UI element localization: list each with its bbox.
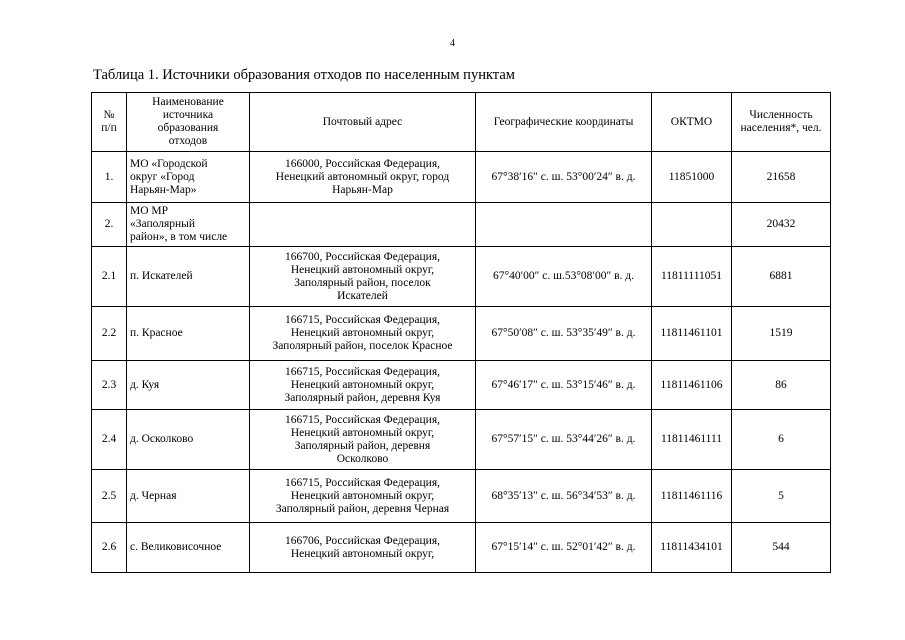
cell-line: Ненецкий автономный округ, (290, 426, 435, 439)
cell-line: Ненецкий автономный округ, (290, 489, 435, 502)
header-address: Почтовый адрес (250, 93, 476, 152)
table-row (92, 361, 831, 410)
header-line: Численность (749, 109, 813, 121)
cell-line: Заполярный район, деревня Куя (284, 391, 441, 404)
cell-name: д. Черная (127, 470, 250, 523)
cell-line: Нарьян-Мар (332, 183, 393, 196)
header-line: источника (162, 109, 214, 121)
table-row (92, 523, 831, 573)
cell-line: 166715, Российская Федерация, (284, 365, 441, 378)
cell-oktmo (652, 203, 732, 247)
cell-line: Ненецкий автономный округ, (290, 378, 435, 391)
cell-line: МО МР (130, 205, 169, 217)
cell-num: 2.4 (92, 410, 127, 470)
cell-name: д. Куя (127, 361, 250, 410)
cell-address (250, 247, 476, 307)
cell-oktmo: 11851000 (652, 152, 732, 203)
header-oktmo: ОКТМО (652, 93, 732, 152)
cell-address (250, 470, 476, 523)
cell-num: 2.2 (92, 307, 127, 361)
page-number: 4 (450, 38, 455, 49)
cell-line: район», в том числе (130, 231, 228, 243)
cell-coords: 68°35′13″ с. ш. 56°34′53″ в. д. (476, 470, 652, 523)
header-line: образования (157, 122, 219, 134)
cell-name (127, 152, 250, 203)
table-row (92, 203, 831, 247)
cell-address (250, 523, 476, 573)
cell-oktmo: 11811434101 (652, 523, 732, 573)
cell-coords: 67°38′16″ с. ш. 53°00′24″ в. д. (476, 152, 652, 203)
cell-line: Заполярный район, поселок (294, 276, 431, 289)
cell-address (250, 361, 476, 410)
table-row (92, 410, 831, 470)
cell-name: с. Великовисочное (127, 523, 250, 573)
cell-line: 166715, Российская Федерация, (284, 314, 441, 326)
cell-num: 2.1 (92, 247, 127, 307)
table-row (92, 307, 831, 361)
cell-line: Заполярный район, деревня Черная (275, 502, 450, 515)
cell-line: Ненецкий автономный округ, город (275, 170, 450, 183)
cell-population: 6 (732, 410, 831, 470)
header-coords: Географические координаты (476, 93, 652, 152)
cell-oktmo: 11811461111 (652, 410, 732, 470)
cell-line: 166700, Российская Федерация, (284, 250, 441, 263)
header-name (127, 93, 250, 152)
table-row (92, 470, 831, 523)
cell-name (127, 203, 250, 247)
cell-num: 1. (92, 152, 127, 203)
cell-population: 544 (732, 523, 831, 573)
cell-line: 166715, Российская Федерация, (284, 413, 441, 426)
cell-coords: 67°40′00″ с. ш.53°08′00″ в. д. (476, 247, 652, 307)
header-line: населения*, чел. (740, 122, 822, 134)
cell-line: МО «Городской (130, 157, 208, 170)
cell-num: 2. (92, 203, 127, 247)
cell-name: д. Осколково (127, 410, 250, 470)
header-population (732, 93, 831, 152)
cell-num: 2.6 (92, 523, 127, 573)
cell-address (250, 152, 476, 203)
cell-line: округ «Город (130, 170, 195, 183)
header-num (92, 93, 127, 152)
cell-coords (476, 203, 652, 247)
cell-population: 20432 (732, 203, 831, 247)
cell-address (250, 203, 476, 247)
waste-sources-table (91, 92, 831, 573)
cell-population: 6881 (732, 247, 831, 307)
table-row (92, 247, 831, 307)
cell-num: 2.3 (92, 361, 127, 410)
table-caption: Таблица 1. Источники образования отходов по населенным пунктам (93, 67, 515, 83)
cell-population: 86 (732, 361, 831, 410)
cell-oktmo: 11811461101 (652, 307, 732, 361)
cell-oktmo: 11811461106 (652, 361, 732, 410)
cell-line: 166715, Российская Федерация, (284, 476, 441, 489)
cell-coords: 67°15′14″ с. ш. 52°01′42″ в. д. (476, 523, 652, 573)
cell-coords: 67°57′15″ с. ш. 53°44′26″ в. д. (476, 410, 652, 470)
cell-oktmo: 11811111051 (652, 247, 732, 307)
cell-name: п. Искателей (127, 247, 250, 307)
cell-line: Нарьян-Мар» (130, 183, 197, 196)
cell-coords: 67°50′08″ с. ш. 53°35′49″ в. д. (476, 307, 652, 361)
cell-line: Искателей (337, 289, 388, 302)
cell-line: Заполярный район, поселок Красное (272, 340, 453, 352)
header-line: отходов (168, 135, 208, 147)
cell-line: Заполярный район, деревня (294, 439, 431, 452)
cell-line: Ненецкий автономный округ, (290, 547, 435, 560)
cell-num: 2.5 (92, 470, 127, 523)
cell-name: п. Красное (127, 307, 250, 361)
cell-line: Осколково (336, 452, 389, 465)
cell-population: 5 (732, 470, 831, 523)
header-line: Наименование (152, 96, 224, 108)
cell-address (250, 410, 476, 470)
cell-line: 166000, Российская Федерация, (284, 157, 441, 170)
cell-oktmo: 11811461116 (652, 470, 732, 523)
cell-coords: 67°46′17″ с. ш. 53°15′46″ в. д. (476, 361, 652, 410)
cell-address (250, 307, 476, 361)
header-line: п/п (101, 122, 117, 134)
table-header-row (92, 93, 831, 152)
cell-population: 21658 (732, 152, 831, 203)
header-line: № (103, 109, 115, 121)
cell-line: «Заполярный (130, 218, 196, 230)
cell-population: 1519 (732, 307, 831, 361)
cell-line: Ненецкий автономный округ, (290, 327, 435, 339)
table-row (92, 152, 831, 203)
cell-line: 166706, Российская Федерация, (284, 534, 441, 547)
cell-line: Ненецкий автономный округ, (290, 263, 435, 276)
